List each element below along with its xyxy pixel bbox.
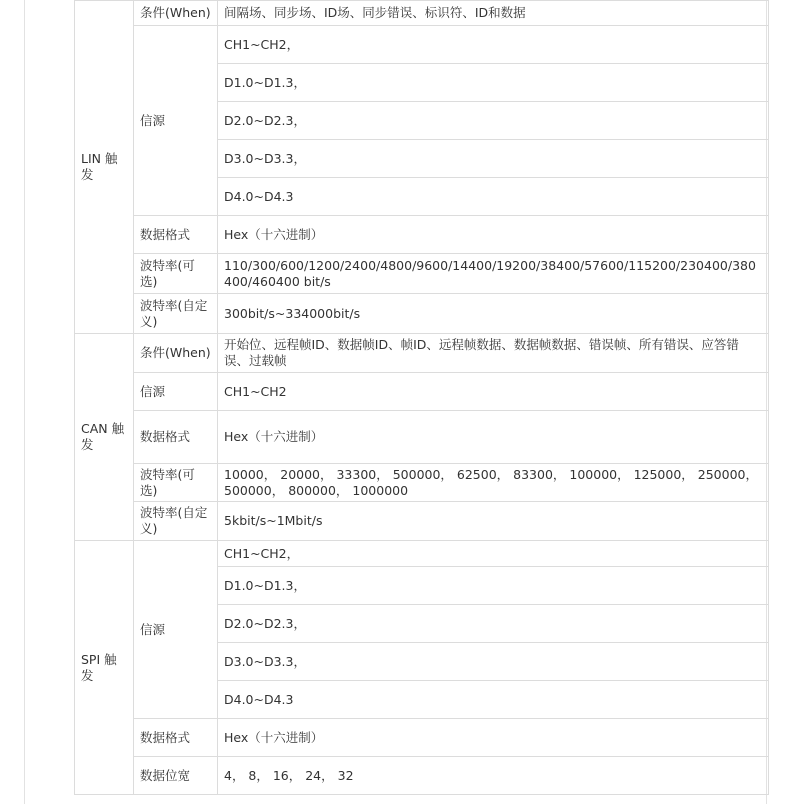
row-value: 5kbit/s~1Mbit/s [218, 502, 769, 541]
row-value: D1.0~D1.3， [218, 64, 769, 102]
row-label: 波特率(自定义) [134, 502, 218, 541]
table-row [75, 757, 769, 795]
row-value: Hex（十六进制） [218, 411, 769, 464]
row-value: D4.0~D4.3 [218, 681, 769, 719]
row-label: 条件(When) [134, 1, 218, 26]
table-row [75, 254, 769, 294]
spec-table [74, 0, 769, 795]
row-value: D3.0~D3.3， [218, 140, 769, 178]
row-value: CH1~CH2， [218, 541, 769, 567]
table-row [75, 294, 769, 334]
row-value: D4.0~D4.3 [218, 178, 769, 216]
section-name: LIN 触发 [75, 1, 134, 334]
page-left-border [24, 0, 25, 804]
row-value: CH1~CH2 [218, 373, 769, 411]
table-row [75, 541, 769, 567]
row-label: 信源 [134, 541, 218, 719]
section-name: CAN 触发 [75, 334, 134, 541]
row-label: 数据格式 [134, 411, 218, 464]
row-label: 数据位宽 [134, 757, 218, 795]
row-value: D1.0~D1.3， [218, 567, 769, 605]
row-value: Hex（十六进制） [218, 719, 769, 757]
row-value: 10000， 20000， 33300， 500000， 62500， 83300， 100000， 125000， 250000， 500000， 800000， 1000000 [218, 464, 769, 502]
row-value: D2.0~D2.3， [218, 605, 769, 643]
row-label: 信源 [134, 373, 218, 411]
row-value: D3.0~D3.3， [218, 643, 769, 681]
row-label: 信源 [134, 26, 218, 216]
table-row [75, 411, 769, 464]
row-label: 数据格式 [134, 216, 218, 254]
row-value: 间隔场、同步场、ID场、同步错误、标识符、ID和数据 [218, 1, 769, 26]
table-row [75, 373, 769, 411]
table-row [75, 464, 769, 502]
row-value: 300bit/s~334000bit/s [218, 294, 769, 334]
row-value: 4， 8， 16， 24， 32 [218, 757, 769, 795]
row-label: 数据格式 [134, 719, 218, 757]
table-row [75, 26, 769, 64]
row-label: 波特率(可选) [134, 464, 218, 502]
row-label: 波特率(可选) [134, 254, 218, 294]
table-row [75, 334, 769, 373]
row-value: Hex（十六进制） [218, 216, 769, 254]
table-row [75, 216, 769, 254]
row-value: CH1~CH2， [218, 26, 769, 64]
section-name: SPI 触发 [75, 541, 134, 795]
row-label: 条件(When) [134, 334, 218, 373]
row-value: 开始位、远程帧ID、数据帧ID、帧ID、远程帧数据、数据帧数据、错误帧、所有错误、应答错误、过载帧 [218, 334, 769, 373]
row-label: 波特率(自定义) [134, 294, 218, 334]
table-row [75, 719, 769, 757]
table-row [75, 502, 769, 541]
row-value: D2.0~D2.3， [218, 102, 769, 140]
table-row [75, 1, 769, 26]
row-value: 110/300/600/1200/2400/4800/9600/14400/19200/38400/57600/115200/230400/380400/460400 bit/s [218, 254, 769, 294]
